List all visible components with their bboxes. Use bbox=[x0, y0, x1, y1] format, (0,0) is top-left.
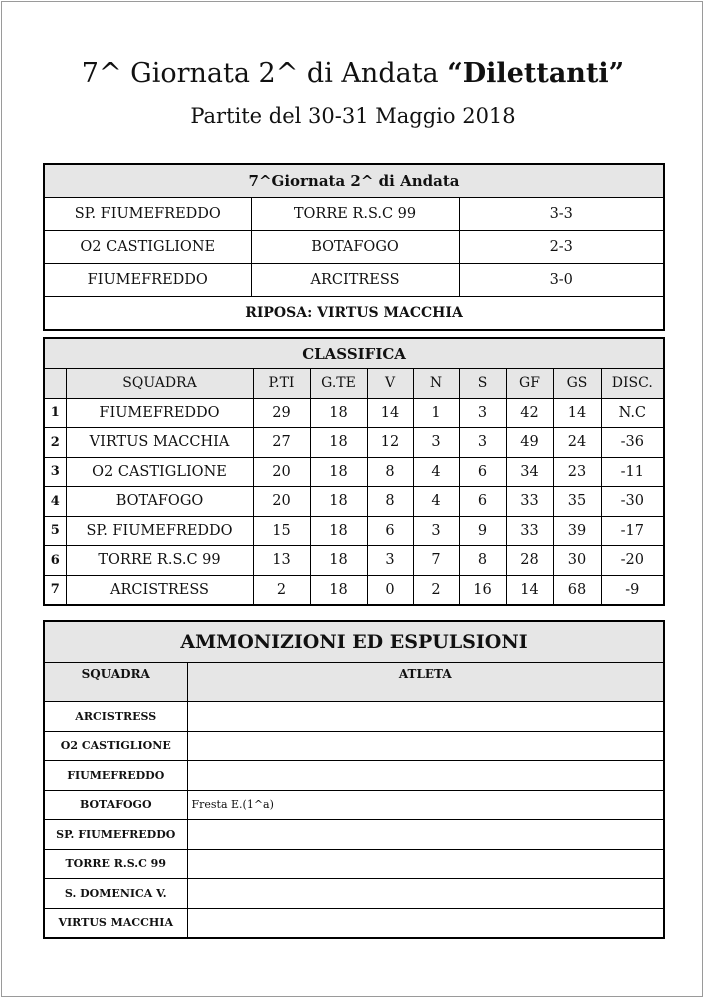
cell-wins: 8 bbox=[367, 487, 413, 517]
cell-draws: 4 bbox=[413, 457, 459, 487]
cell-points: 13 bbox=[253, 546, 310, 576]
discipline-row bbox=[44, 790, 664, 820]
col-discipline: DISC. bbox=[601, 369, 664, 399]
cell-losses: 6 bbox=[459, 487, 506, 517]
standings-title: CLASSIFICA bbox=[44, 338, 664, 369]
cell-team: ARCISTRESS bbox=[66, 575, 253, 605]
cell-played: 18 bbox=[310, 398, 367, 428]
cell-pos: 5 bbox=[44, 516, 66, 546]
standings-row bbox=[44, 575, 664, 605]
cell-athlete: Fresta E.(1^a) bbox=[187, 790, 664, 820]
cell-draws: 4 bbox=[413, 487, 459, 517]
col-team: SQUADRA bbox=[66, 369, 253, 399]
cell-points: 20 bbox=[253, 457, 310, 487]
cell-team: O2 CASTIGLIONE bbox=[66, 457, 253, 487]
cell-goals-against: 30 bbox=[553, 546, 601, 576]
col-draws: N bbox=[413, 369, 459, 399]
cell-draws: 1 bbox=[413, 398, 459, 428]
cell-pos: 6 bbox=[44, 546, 66, 576]
cell-goals-for: 49 bbox=[506, 428, 553, 458]
cell-goals-for: 33 bbox=[506, 516, 553, 546]
cell-goals-for: 42 bbox=[506, 398, 553, 428]
standings-row bbox=[44, 457, 664, 487]
cell-wins: 8 bbox=[367, 457, 413, 487]
col-pos bbox=[44, 369, 66, 399]
discipline-row bbox=[44, 849, 664, 879]
cell-wins: 12 bbox=[367, 428, 413, 458]
cell-team: S. DOMENICA V. bbox=[44, 879, 187, 909]
cell-losses: 3 bbox=[459, 398, 506, 428]
col-goals-for: GF bbox=[506, 369, 553, 399]
cell-pos: 3 bbox=[44, 457, 66, 487]
cell-losses: 16 bbox=[459, 575, 506, 605]
cell-played: 18 bbox=[310, 457, 367, 487]
cell-athlete bbox=[187, 879, 664, 909]
cell-pos: 7 bbox=[44, 575, 66, 605]
col-athlete: ATLETA bbox=[187, 663, 664, 702]
results-title: 7^Giornata 2^ di Andata bbox=[44, 164, 664, 198]
col-goals-against: GS bbox=[553, 369, 601, 399]
cell-athlete bbox=[187, 702, 664, 732]
cell-wins: 14 bbox=[367, 398, 413, 428]
col-team: SQUADRA bbox=[44, 663, 187, 702]
cell-goals-for: 34 bbox=[506, 457, 553, 487]
results-table bbox=[43, 163, 665, 331]
discipline-header-row bbox=[44, 663, 664, 702]
cell-goals-against: 35 bbox=[553, 487, 601, 517]
cell-played: 18 bbox=[310, 516, 367, 546]
cell-athlete bbox=[187, 820, 664, 850]
discipline-row bbox=[44, 731, 664, 761]
match-home: FIUMEFREDDO bbox=[44, 264, 251, 297]
cell-team: SP. FIUMEFREDDO bbox=[66, 516, 253, 546]
cell-played: 18 bbox=[310, 487, 367, 517]
cell-athlete bbox=[187, 849, 664, 879]
rest-team: RIPOSA: VIRTUS MACCHIA bbox=[44, 297, 664, 331]
cell-goals-against: 23 bbox=[553, 457, 601, 487]
cell-points: 27 bbox=[253, 428, 310, 458]
page-subtitle: Partite del 30-31 Maggio 2018 bbox=[190, 104, 516, 128]
cell-discipline: -36 bbox=[601, 428, 664, 458]
discipline-row bbox=[44, 761, 664, 791]
match-row bbox=[44, 231, 664, 264]
cell-discipline: -9 bbox=[601, 575, 664, 605]
match-score: 3-0 bbox=[459, 264, 664, 297]
cell-discipline: -20 bbox=[601, 546, 664, 576]
cell-discipline: -30 bbox=[601, 487, 664, 517]
cell-goals-for: 28 bbox=[506, 546, 553, 576]
cell-losses: 8 bbox=[459, 546, 506, 576]
cell-draws: 2 bbox=[413, 575, 459, 605]
cell-points: 29 bbox=[253, 398, 310, 428]
cell-discipline: -11 bbox=[601, 457, 664, 487]
cell-pos: 1 bbox=[44, 398, 66, 428]
standings-row bbox=[44, 428, 664, 458]
standings-row bbox=[44, 546, 664, 576]
cell-points: 20 bbox=[253, 487, 310, 517]
cell-team: FIUMEFREDDO bbox=[66, 398, 253, 428]
cell-losses: 6 bbox=[459, 457, 506, 487]
match-home: O2 CASTIGLIONE bbox=[44, 231, 251, 264]
cell-team: VIRTUS MACCHIA bbox=[44, 908, 187, 938]
match-row bbox=[44, 264, 664, 297]
cell-athlete bbox=[187, 761, 664, 791]
cell-team: BOTAFOGO bbox=[44, 790, 187, 820]
cell-team: O2 CASTIGLIONE bbox=[44, 731, 187, 761]
discipline-row bbox=[44, 879, 664, 909]
match-score: 3-3 bbox=[459, 198, 664, 231]
match-home: SP. FIUMEFREDDO bbox=[44, 198, 251, 231]
cell-wins: 0 bbox=[367, 575, 413, 605]
col-played: G.TE bbox=[310, 369, 367, 399]
title-prefix: 7^ Giornata 2^ di Andata bbox=[81, 58, 448, 89]
match-away: TORRE R.S.C 99 bbox=[251, 198, 459, 231]
discipline-row bbox=[44, 702, 664, 732]
col-points: P.TI bbox=[253, 369, 310, 399]
cell-team: SP. FIUMEFREDDO bbox=[44, 820, 187, 850]
cell-discipline: N.C bbox=[601, 398, 664, 428]
cell-goals-against: 39 bbox=[553, 516, 601, 546]
cell-team: VIRTUS MACCHIA bbox=[66, 428, 253, 458]
cell-team: TORRE R.S.C 99 bbox=[66, 546, 253, 576]
standings-row bbox=[44, 487, 664, 517]
title-bold: “Dilettanti” bbox=[447, 58, 625, 89]
page-title bbox=[0, 58, 706, 89]
match-row bbox=[44, 198, 664, 231]
cell-played: 18 bbox=[310, 575, 367, 605]
cell-discipline: -17 bbox=[601, 516, 664, 546]
cell-goals-against: 14 bbox=[553, 398, 601, 428]
cell-pos: 4 bbox=[44, 487, 66, 517]
cell-points: 2 bbox=[253, 575, 310, 605]
standings-header-row bbox=[44, 369, 664, 399]
cell-team: BOTAFOGO bbox=[66, 487, 253, 517]
cell-pos: 2 bbox=[44, 428, 66, 458]
discipline-row bbox=[44, 820, 664, 850]
discipline-row bbox=[44, 908, 664, 938]
cell-wins: 6 bbox=[367, 516, 413, 546]
cell-draws: 3 bbox=[413, 428, 459, 458]
cell-team: ARCISTRESS bbox=[44, 702, 187, 732]
col-wins: V bbox=[367, 369, 413, 399]
cell-goals-for: 33 bbox=[506, 487, 553, 517]
standings-row bbox=[44, 516, 664, 546]
cell-team: FIUMEFREDDO bbox=[44, 761, 187, 791]
standings-row bbox=[44, 398, 664, 428]
cell-goals-for: 14 bbox=[506, 575, 553, 605]
cell-goals-against: 68 bbox=[553, 575, 601, 605]
cell-athlete bbox=[187, 908, 664, 938]
match-score: 2-3 bbox=[459, 231, 664, 264]
cell-points: 15 bbox=[253, 516, 310, 546]
match-away: BOTAFOGO bbox=[251, 231, 459, 264]
match-away: ARCITRESS bbox=[251, 264, 459, 297]
col-losses: S bbox=[459, 369, 506, 399]
cell-team: TORRE R.S.C 99 bbox=[44, 849, 187, 879]
standings-table bbox=[43, 337, 665, 606]
cell-draws: 3 bbox=[413, 516, 459, 546]
cell-losses: 3 bbox=[459, 428, 506, 458]
discipline-table bbox=[43, 620, 665, 939]
cell-goals-against: 24 bbox=[553, 428, 601, 458]
cell-losses: 9 bbox=[459, 516, 506, 546]
cell-draws: 7 bbox=[413, 546, 459, 576]
discipline-title: AMMONIZIONI ED ESPULSIONI bbox=[44, 621, 664, 663]
cell-athlete bbox=[187, 731, 664, 761]
cell-played: 18 bbox=[310, 546, 367, 576]
cell-played: 18 bbox=[310, 428, 367, 458]
cell-wins: 3 bbox=[367, 546, 413, 576]
